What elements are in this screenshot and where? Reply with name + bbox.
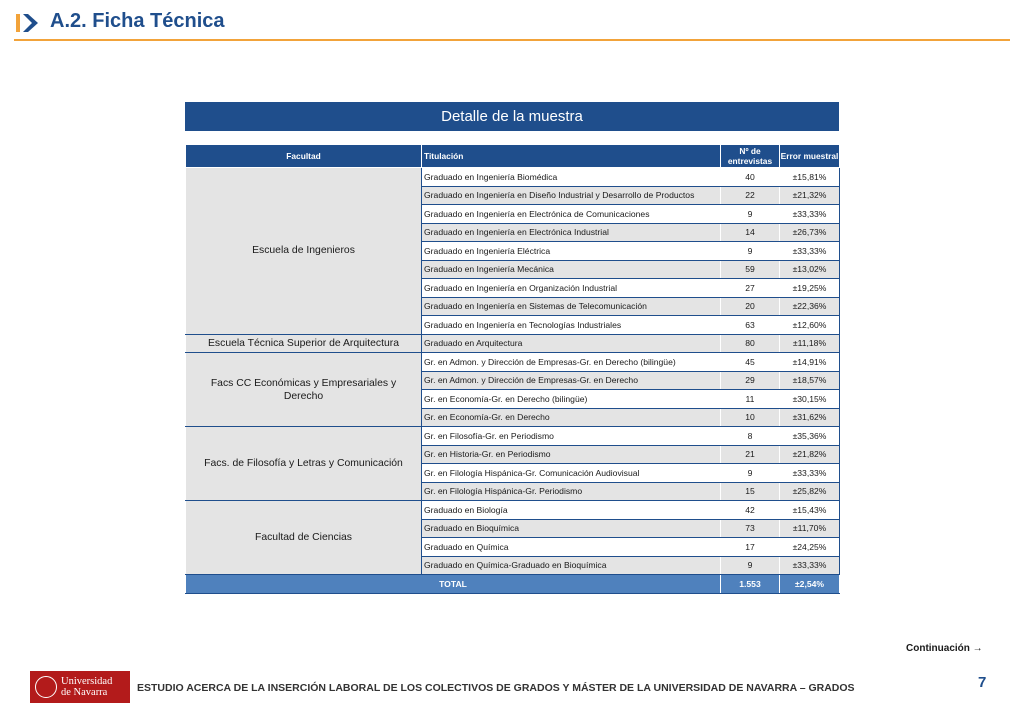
error-cell: ±11,70% (780, 519, 840, 538)
entrevistas-cell: 21 (721, 445, 780, 464)
error-cell: ±12,60% (780, 316, 840, 335)
continuation-label: Continuación (906, 643, 970, 654)
entrevistas-cell: 40 (721, 168, 780, 187)
error-cell: ±11,18% (780, 334, 840, 353)
entrevistas-cell: 9 (721, 556, 780, 575)
sample-detail-section (185, 102, 839, 594)
titulacion-cell: Graduado en Ingeniería en Electrónica Industrial (422, 223, 721, 242)
entrevistas-cell: 22 (721, 186, 780, 205)
col-header-entrevistas: Nº de entrevistas (721, 145, 780, 168)
logo-line-1: Universidad (61, 676, 113, 687)
titulacion-cell: Gr. en Filología Hispánica-Gr. Periodismo (422, 482, 721, 501)
titulacion-cell: Graduado en Ingeniería en Diseño Industrial y Desarrollo de Productos (422, 186, 721, 205)
titulacion-cell: Graduado en Ingeniería en Tecnologías Industriales (422, 316, 721, 335)
entrevistas-cell: 10 (721, 408, 780, 427)
error-cell: ±25,82% (780, 482, 840, 501)
error-cell: ±14,91% (780, 353, 840, 372)
table-header-row (186, 145, 840, 168)
entrevistas-cell: 20 (721, 297, 780, 316)
error-cell: ±13,02% (780, 260, 840, 279)
total-row (186, 575, 840, 594)
titulacion-cell: Graduado en Ingeniería en Sistemas de Telecomunicación (422, 297, 721, 316)
error-cell: ±19,25% (780, 279, 840, 298)
entrevistas-cell: 11 (721, 390, 780, 409)
page-header (0, 0, 1024, 44)
error-cell: ±15,81% (780, 168, 840, 187)
page-title: A.2. Ficha Técnica (50, 10, 225, 32)
titulacion-cell: Graduado en Química-Graduado en Bioquímica (422, 556, 721, 575)
titulacion-cell: Gr. en Economía-Gr. en Derecho (bilingüe) (422, 390, 721, 409)
facultad-cell: Escuela Técnica Superior de Arquitectura (186, 334, 422, 353)
chevron-logo-icon (16, 12, 40, 34)
entrevistas-cell: 29 (721, 371, 780, 390)
titulacion-cell: Graduado en Ingeniería Biomédica (422, 168, 721, 187)
titulacion-cell: Gr. en Economía-Gr. en Derecho (422, 408, 721, 427)
table-row (186, 501, 840, 520)
entrevistas-cell: 27 (721, 279, 780, 298)
total-error: ±2,54% (780, 575, 840, 594)
error-cell: ±18,57% (780, 371, 840, 390)
error-cell: ±33,33% (780, 205, 840, 224)
entrevistas-cell: 73 (721, 519, 780, 538)
entrevistas-cell: 59 (721, 260, 780, 279)
entrevistas-cell: 63 (721, 316, 780, 335)
entrevistas-cell: 8 (721, 427, 780, 446)
facultad-cell: Facultad de Ciencias (186, 501, 422, 575)
table-row (186, 353, 840, 372)
university-seal-icon (35, 676, 57, 698)
error-cell: ±22,36% (780, 297, 840, 316)
entrevistas-cell: 14 (721, 223, 780, 242)
sample-table (185, 144, 840, 594)
titulacion-cell: Graduado en Biología (422, 501, 721, 520)
table-banner: Detalle de la muestra (185, 102, 839, 131)
titulacion-cell: Graduado en Ingeniería Eléctrica (422, 242, 721, 261)
facultad-cell: Facs CC Económicas y Empresariales y Derecho (186, 353, 422, 427)
facultad-cell: Facs. de Filosofía y Letras y Comunicación (186, 427, 422, 501)
facultad-cell: Escuela de Ingenieros (186, 168, 422, 335)
entrevistas-cell: 9 (721, 205, 780, 224)
entrevistas-cell: 9 (721, 464, 780, 483)
titulacion-cell: Graduado en Bioquímica (422, 519, 721, 538)
entrevistas-cell: 15 (721, 482, 780, 501)
error-cell: ±35,36% (780, 427, 840, 446)
logo-line-2: de Navarra (61, 687, 108, 698)
entrevistas-cell: 17 (721, 538, 780, 557)
col-header-facultad: Facultad (186, 145, 422, 168)
error-cell: ±31,62% (780, 408, 840, 427)
table-row (186, 427, 840, 446)
entrevistas-cell: 80 (721, 334, 780, 353)
study-title: ESTUDIO ACERCA DE LA INSERCIÓN LABORAL DE LOS COLECTIVOS DE GRADOS Y MÁSTER DE LA UNIVERSIDAD DE NAVARRA – GRADOS (137, 682, 855, 694)
error-cell: ±26,73% (780, 223, 840, 242)
titulacion-cell: Graduado en Ingeniería en Electrónica de Comunicaciones (422, 205, 721, 224)
col-header-titulacion: Titulación (422, 145, 721, 168)
page-number: 7 (978, 674, 987, 691)
entrevistas-cell: 45 (721, 353, 780, 372)
titulacion-cell: Gr. en Filología Hispánica-Gr. Comunicación Audiovisual (422, 464, 721, 483)
error-cell: ±24,25% (780, 538, 840, 557)
titulacion-cell: Graduado en Ingeniería Mecánica (422, 260, 721, 279)
error-cell: ±33,33% (780, 556, 840, 575)
titulacion-cell: Gr. en Historia-Gr. en Periodismo (422, 445, 721, 464)
titulacion-cell: Graduado en Ingeniería en Organización Industrial (422, 279, 721, 298)
entrevistas-cell: 9 (721, 242, 780, 261)
error-cell: ±15,43% (780, 501, 840, 520)
titulacion-cell: Gr. en Admon. y Dirección de Empresas-Gr. en Derecho (bilingüe) (422, 353, 721, 372)
total-entrevistas: 1.553 (721, 575, 780, 594)
titulacion-cell: Gr. en Filosofía-Gr. en Periodismo (422, 427, 721, 446)
entrevistas-cell: 42 (721, 501, 780, 520)
titulacion-cell: Graduado en Química (422, 538, 721, 557)
error-cell: ±33,33% (780, 464, 840, 483)
error-cell: ±33,33% (780, 242, 840, 261)
university-logo (30, 671, 130, 703)
total-label: TOTAL (186, 575, 721, 594)
error-cell: ±21,82% (780, 445, 840, 464)
continuation-link[interactable] (906, 643, 983, 654)
error-cell: ±30,15% (780, 390, 840, 409)
header-divider (14, 39, 1010, 41)
col-header-error: Error muestral (780, 145, 840, 168)
titulacion-cell: Gr. en Admon. y Dirección de Empresas-Gr. en Derecho (422, 371, 721, 390)
table-row (186, 334, 840, 353)
arrow-right-icon: → (972, 643, 983, 654)
titulacion-cell: Graduado en Arquitectura (422, 334, 721, 353)
table-row (186, 168, 840, 187)
error-cell: ±21,32% (780, 186, 840, 205)
